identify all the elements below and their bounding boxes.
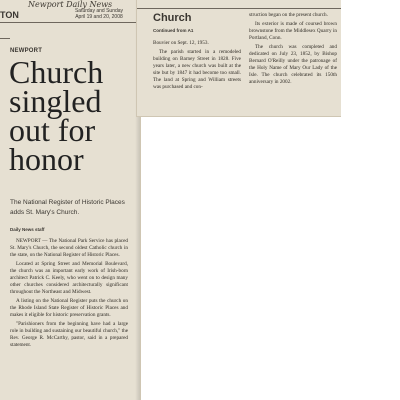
date-line-day: Saturday and Sunday xyxy=(74,8,124,14)
section-rule xyxy=(0,38,10,39)
article-paragraph: A listing on the National Register puts the church on the Rhode Island State Register of Historic Places and makes it eligible for historic preservation grants. xyxy=(10,298,128,318)
newspaper-clipping-continued xyxy=(136,0,341,117)
headline-line: out for xyxy=(9,112,96,148)
headline xyxy=(9,54,139,177)
article-paragraph: "Parishioners from the beginning have had a large role in building and sustaining our beautiful church," the Rev. George R. McCarthy, pastor, said in a prepared statement. xyxy=(10,321,128,348)
article-paragraph: struction began on the present church. xyxy=(249,12,328,18)
top-rule xyxy=(137,8,341,9)
deck-subheadline: The National Register of Historic Places adds St. Mary's Church. xyxy=(10,199,125,216)
headline-line: honor xyxy=(9,141,84,177)
continued-right-column xyxy=(249,12,337,88)
continued-left-column xyxy=(153,40,241,93)
article-paragraph: Located at Spring Street and Memorial Boulevard, the church was an important early work of Irish-born architect Patrick C. Keely, who went on to design many other churches considered architecturally significant throughout the Northeast and Midwest. xyxy=(10,261,128,295)
article-body xyxy=(10,238,128,351)
paper-name-fragment: TON xyxy=(0,10,19,20)
article-paragraph: The parish started in a remodeled building on Barney Street in 1828. Five years later, a new church was built at the site but by 1847 it had become too small. The land at Spring and William streets was purchased and con- xyxy=(153,49,241,90)
article-paragraph: NEWPORT — The National Park Service has placed St. Mary's Church, the second oldest Catholic church in the state, on the National Register of Historic Places. xyxy=(10,238,128,258)
continued-title: Church xyxy=(153,12,192,24)
handwritten-note: Newport Daily News xyxy=(28,0,113,9)
article-paragraph: The church was completed and dedicated on July 23, 1852, by Bishop Bernard O'Reilly under the patronage of the Holy Name of Mary Our Lady of the Isle. The church celebrated its 150th anniversary in 2002. xyxy=(249,44,337,85)
article-paragraph: Its exterior is made of coursed brown brownstone from the Middlesex Quarry in Portland, Conn. xyxy=(249,21,337,41)
newspaper-clipping-main xyxy=(0,0,141,400)
date-line-date: April 19 and 20, 2008 xyxy=(75,14,123,20)
byline: Daily News staff xyxy=(10,227,45,232)
section-label: NEWPORT xyxy=(10,48,43,54)
article-paragraph: Bouvier on Sept. 12, 1953. xyxy=(153,40,209,46)
masthead-rule xyxy=(0,22,140,23)
continued-from-label: Continued from A1 xyxy=(153,28,194,33)
headline-line: singled xyxy=(9,83,102,119)
headline-line: Church xyxy=(9,54,104,90)
